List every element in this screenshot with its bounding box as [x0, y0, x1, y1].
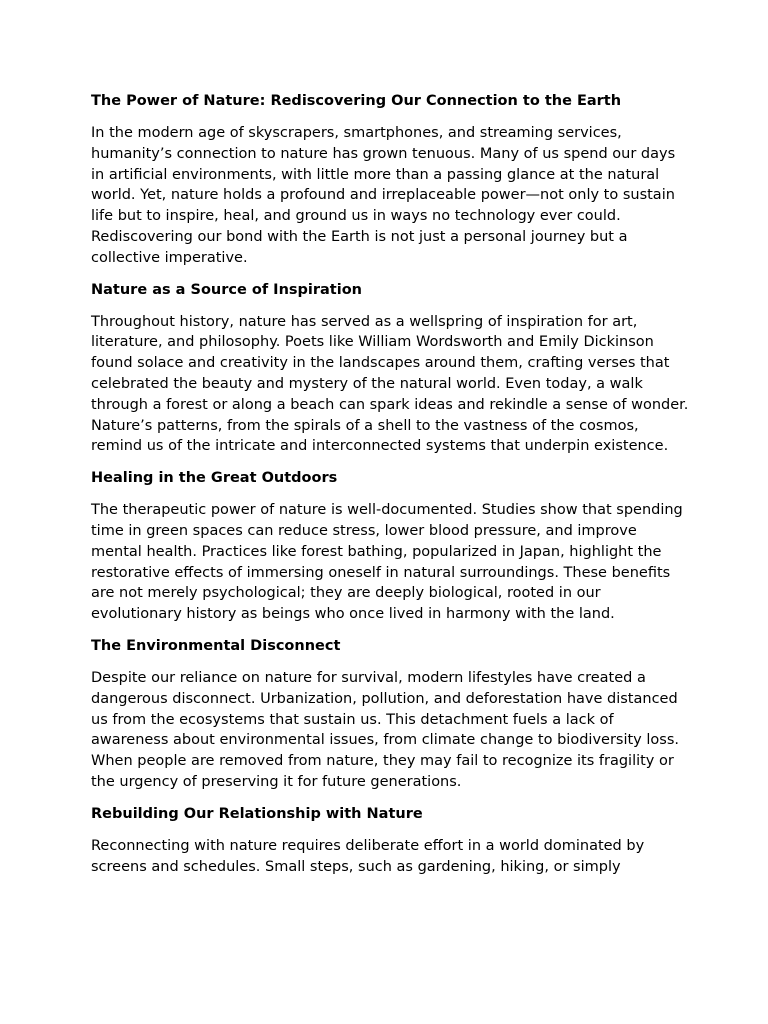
- section-body-rebuilding: Reconnecting with nature requires deliberate effort in a world dominated by screens and schedules. Small steps, such as gardening, hiking, or simply: [91, 837, 645, 875]
- section-body-inspiration: Throughout history, nature has served as a wellspring of inspiration for art, literature, and philosophy. Poets like William Wordsworth and Emily Dickinson found solace and creativity in the landscapes around them, crafting verses that celebrated the beauty and mystery of the natural world. Even today, a walk through a forest or along a beach can spark ideas and rekindle a sense of wonder. Nature’s patterns, from the spirals of a shell to the vastness of the cosmos, remind us of the intricate and interconnected systems that underpin existence.: [91, 313, 689, 455]
- section-body-disconnect: Despite our reliance on nature for survival, modern lifestyles have created a dangerous disconnect. Urbanization, pollution, and deforestation have distanced us from the ecosystems that sustain us. This detachment fuels a lack of awareness about environmental issues, from climate change to biodiversity loss. When people are removed from nature, they may fail to recognize its fragility or the urgency of preserving it for future generations.: [91, 669, 679, 790]
- section-heading-disconnect: The Environmental Disconnect: [91, 637, 341, 654]
- section-heading-inspiration: Nature as a Source of Inspiration: [91, 281, 362, 298]
- section-heading-rebuilding: Rebuilding Our Relationship with Nature: [91, 805, 423, 822]
- intro-paragraph: In the modern age of skyscrapers, smartphones, and streaming services, humanity’s connection to nature has grown tenuous. Many of us spend our days in artificial environments, with little more than a passing glance at the natural world. Yet, nature holds a profound and irreplaceable power—not only to sustain life but to inspire, heal, and ground us in ways no technology ever could. Rediscovering our bond with the Earth is not just a personal journey but a collective imperative.: [91, 125, 676, 266]
- section-body-healing: The therapeutic power of nature is well-documented. Studies show that spending time in green spaces can reduce stress, lower blood pressure, and improve mental health. Practices like forest bathing, popularized in Japan, highlight the restorative effects of immersing oneself in natural surroundings. These benefits are not merely psychological; they are deeply biological, rooted in our evolutionary history as beings who once lived in harmony with the land.: [91, 502, 683, 623]
- document-page: [91, 91, 691, 888]
- document-title: The Power of Nature: Rediscovering Our Connection to the Earth: [91, 93, 622, 109]
- section-heading-healing: Healing in the Great Outdoors: [91, 470, 338, 487]
